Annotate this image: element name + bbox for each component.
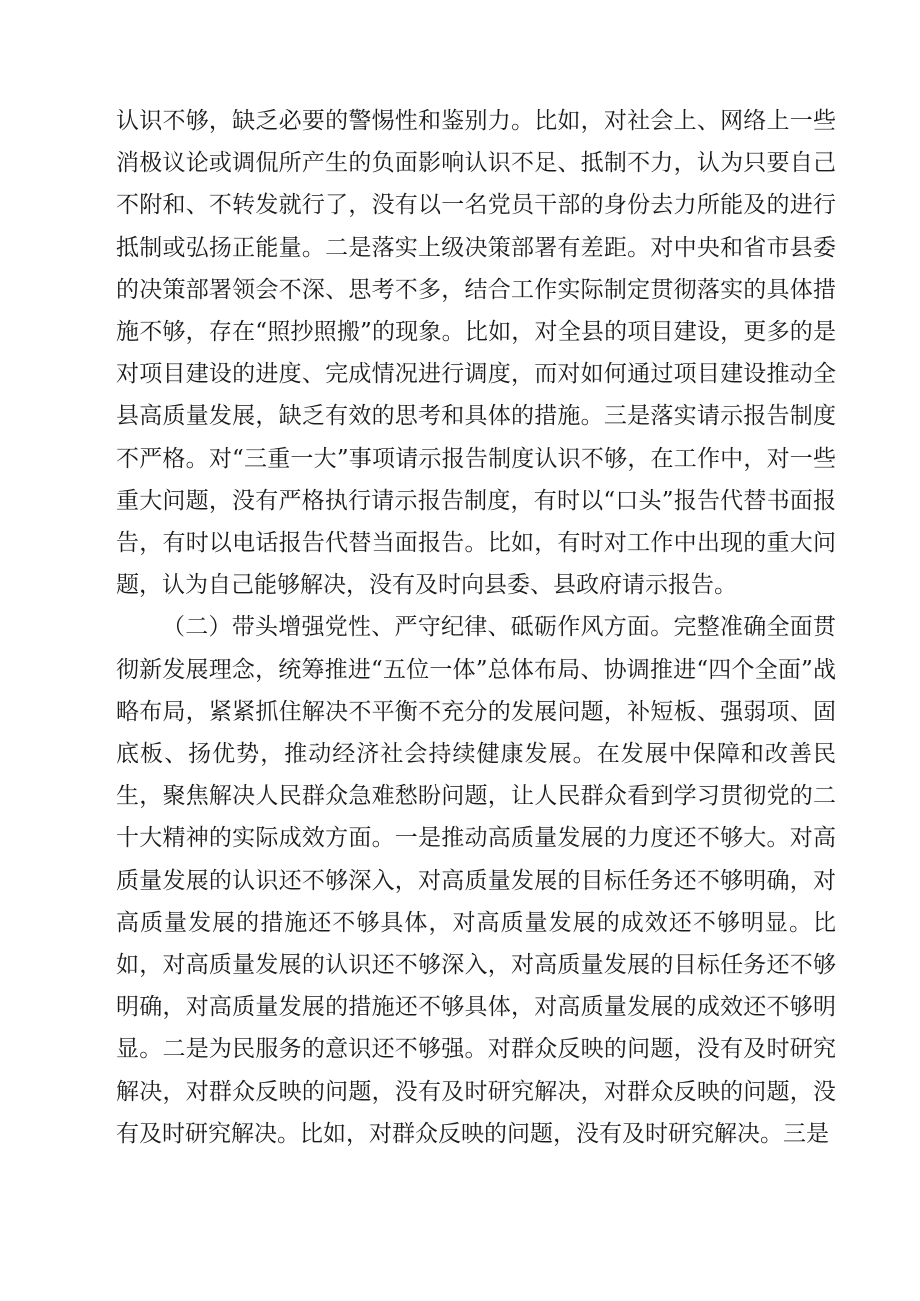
paragraph-section-two: （二）带头增强党性、严守纪律、砥砺作风方面。完整准确全面贯彻新发展理念，统筹推进“五位一体”总体布局、协调推进“四个全面”战略布局，紧紧抓住解决不平衡不充分的发展问题，补短板、强弱项、固底板、扬优势，推动经济社会持续健康发展。在发展中保障和改善民生，聚焦解决人民群众急难愁盼问题，让人民群众看到学习贯彻党的二十大精神的实际成效方面。一是推动高质量发展的力度还不够大。对高质量发展的认识还不够深入，对高质量发展的目标任务还不够明确，对高质量发展的措施还不够具体，对高质量发展的成效还不够明显。比如，对高质量发展的认识还不够深入，对高质量发展的目标任务还不够明确，对高质量发展的措施还不够具体，对高质量发展的成效还不够明显。二是为民服务的意识还不够强。对群众反映的问题，没有及时研究解决，对群众反映的问题，没有及时研究解决，对群众反映的问题，没有及时研究解决。比如，对群众反映的问题，没有及时研究解决。三是: [116, 614, 836, 1147]
document-body: [116, 100, 836, 1155]
paragraph-continued: 认识不够，缺乏必要的警惕性和鉴别力。比如，对社会上、网络上一些消极议论或调侃所产生的负面影响认识不足、抵制不力，认为只要自己不附和、不转发就行了，没有以一名党员干部的身份去力所能及的进行抵制或弘扬正能量。二是落实上级决策部署有差距。对中央和省市县委的决策部署领会不深、思考不多，结合工作实际制定贯彻落实的具体措施不够，存在“照抄照搬”的现象。比如，对全县的项目建设，更多的是对项目建设的进度、完成情况进行调度，而对如何通过项目建设推动全县高质量发展，缺乏有效的思考和具体的措施。三是落实请示报告制度不严格。对“三重一大”事项请示报告制度认识不够，在工作中，对一些重大问题，没有严格执行请示报告制度，有时以“口头”报告代替书面报告，有时以电话报告代替当面报告。比如，有时对工作中出现的重大问题，认为自己能够解决，没有及时向县委、县政府请示报告。: [116, 108, 836, 599]
